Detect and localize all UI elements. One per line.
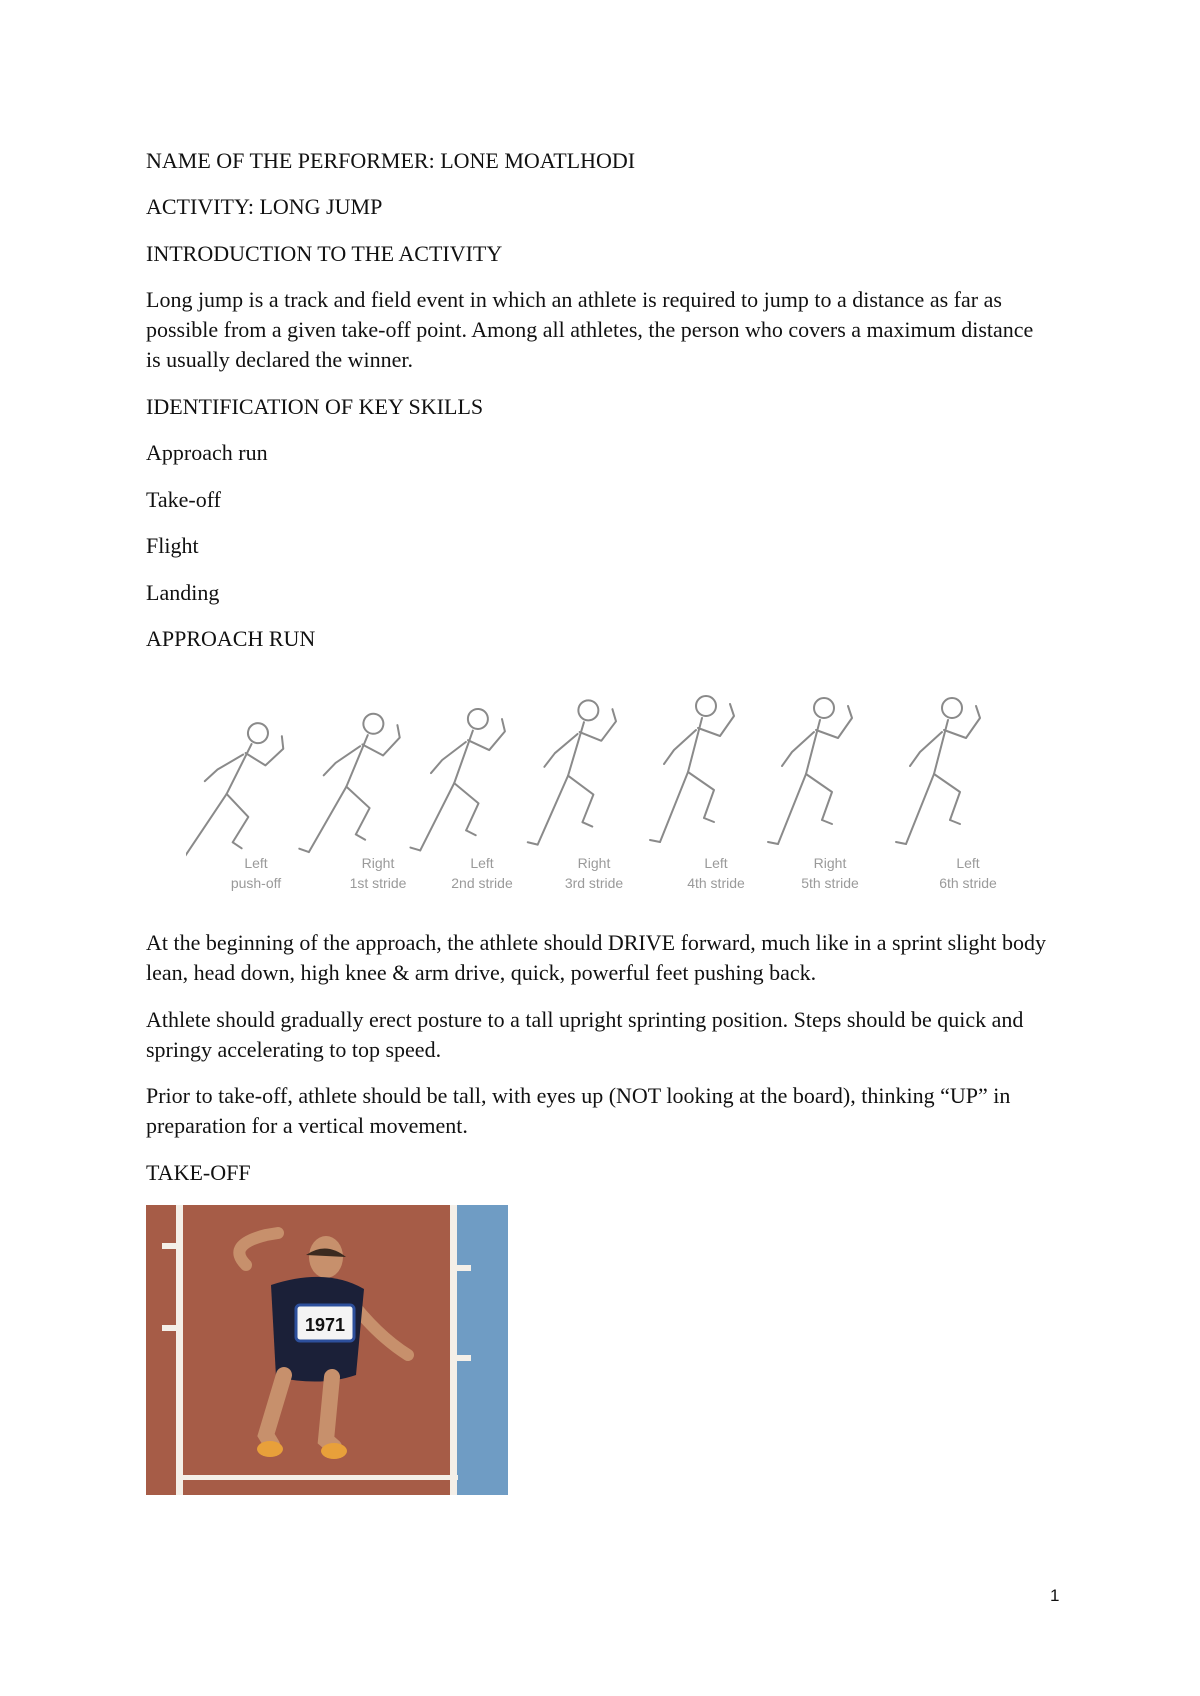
takeoff-photo	[146, 1205, 508, 1495]
intro-heading: INTRODUCTION TO THE ACTIVITY	[146, 241, 503, 266]
key-skill-item: Flight	[146, 533, 199, 558]
stride-label: 5th stride	[801, 875, 859, 891]
runner-figure	[528, 698, 617, 847]
runner-figure	[896, 698, 980, 844]
runner-figure	[410, 704, 506, 857]
stride-label: push-off	[230, 875, 282, 891]
stride-label: 4th stride	[687, 875, 745, 891]
activity-title: ACTIVITY: LONG JUMP	[146, 194, 383, 219]
key-skill-item: Landing	[146, 580, 220, 605]
key-skills-heading: IDENTIFICATION OF KEY SKILLS	[146, 394, 484, 419]
takeoff-heading: TAKE-OFF	[146, 1160, 251, 1185]
runner-figure	[299, 706, 403, 862]
performer-name: NAME OF THE PERFORMER: LONE MOATLHODI	[146, 148, 636, 173]
runner-figure	[186, 712, 287, 872]
bib-number: 1971	[304, 1315, 346, 1335]
stride-label: 3rd stride	[564, 875, 624, 891]
intro-paragraph: Long jump is a track and field event in which an athlete is required to jump to a distance as far as possible from a given take-off point. Among all athletes, the person who covers a maximum distance is usually declared the winner.	[146, 287, 1034, 372]
stride-side-label: Left	[244, 855, 268, 871]
approach-paragraph: Athlete should gradually erect posture to a tall upright sprinting position. Steps should be quick and springy accelerating to top speed.	[146, 1007, 1024, 1062]
stride-side-label: Left	[704, 855, 728, 871]
runner-figure	[768, 698, 852, 844]
page-number: 1	[1050, 1586, 1060, 1605]
key-skill-item: Take-off	[146, 487, 222, 512]
approach-paragraph: Prior to take-off, athlete should be tall, with eyes up (NOT looking at the board), thinking “UP” in preparation for a vertical movement.	[146, 1083, 1011, 1138]
stride-side-label: Left	[470, 855, 494, 871]
approach-heading: APPROACH RUN	[146, 626, 316, 651]
stride-side-label: Left	[956, 855, 980, 871]
stride-label: 6th stride	[939, 875, 997, 891]
stride-side-label: Right	[577, 855, 611, 871]
key-skill-item: Approach run	[146, 440, 268, 465]
stride-side-label: Right	[361, 855, 395, 871]
approach-run-stride-illustration	[186, 688, 1046, 910]
stride-label: 1st stride	[349, 875, 407, 891]
approach-paragraph: At the beginning of the approach, the athlete should DRIVE forward, much like in a sprint slight body lean, head down, high knee & arm drive, quick, powerful feet pushing back.	[146, 930, 1046, 985]
runner-figure	[650, 696, 734, 842]
stride-side-label: Right	[813, 855, 847, 871]
stride-label: 2nd stride	[451, 875, 513, 891]
